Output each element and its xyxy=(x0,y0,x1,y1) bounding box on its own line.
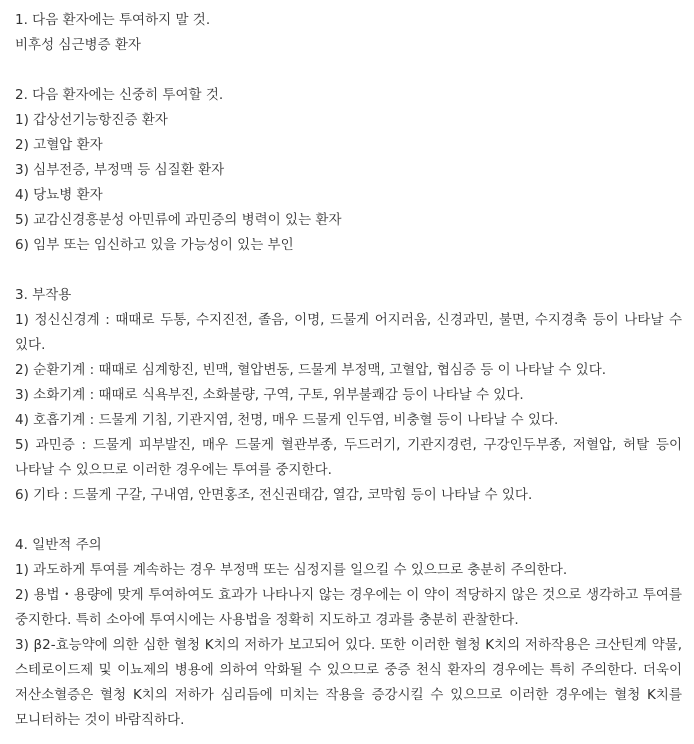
list-item: 비후성 심근병증 환자 xyxy=(15,37,141,53)
section-heading: 3. 부작용 xyxy=(15,287,72,303)
section-spacer xyxy=(15,508,682,533)
list-item: 6) 기타 : 드물게 구갈, 구내염, 안면홍조, 전신권태감, 열감, 코막힘 등이 나타날 수 있다. xyxy=(15,487,533,503)
list-item: 2) 용법・용량에 맞게 투여하여도 효과가 나타나지 않는 경우에는 이 약이 적당하지 않은 것으로 생각하고 투여를 중지한다. 특히 소아에 투여시에는 사용법을 정확히 지도하고 경과를 충분히 관찰한다. xyxy=(15,587,682,628)
section-contraindications xyxy=(15,8,682,58)
section-general-precautions xyxy=(15,533,682,733)
section-spacer xyxy=(15,258,682,283)
section-heading: 4. 일반적 주의 xyxy=(15,537,102,553)
section-heading: 1. 다음 환자에는 투여하지 말 것. xyxy=(15,12,211,28)
list-item: 6) 임부 또는 임신하고 있을 가능성이 있는 부인 xyxy=(15,237,294,253)
list-item: 1) 과도하게 투여를 계속하는 경우 부정맥 또는 심정지를 일으킬 수 있으므로 충분히 주의한다. xyxy=(15,562,568,578)
list-item: 5) 교감신경흥분성 아민류에 과민증의 병력이 있는 환자 xyxy=(15,212,342,228)
list-item: 3) 소화기계 : 때때로 식욕부진, 소화불량, 구역, 구토, 위부불쾌감 등이 나타날 수 있다. xyxy=(15,387,524,403)
list-item: 3) 심부전증, 부정맥 등 심질환 환자 xyxy=(15,162,225,178)
list-item: 5) 과민증 : 드물게 피부발진, 매우 드물게 혈관부종, 두드러기, 기관지경련, 구강인두부종, 저혈압, 허탈 등이 나타날 수 있으므로 이러한 경우에는 투여를 중지한다. xyxy=(15,437,682,478)
section-spacer xyxy=(15,58,682,83)
list-item: 2) 고혈압 환자 xyxy=(15,137,103,153)
list-item: 4) 호흡기계 : 드물게 기침, 기관지염, 천명, 매우 드물게 인두염, 비충혈 등이 나타날 수 있다. xyxy=(15,412,559,428)
list-item: 4) 당뇨병 환자 xyxy=(15,187,103,203)
list-item: 1) 갑상선기능항진증 환자 xyxy=(15,112,168,128)
section-careful-administration xyxy=(15,83,682,258)
section-side-effects xyxy=(15,283,682,508)
list-item: 3) β2-효능약에 의한 심한 혈청 K치의 저하가 보고되어 있다. 또한 이러한 혈청 K치의 저하작용은 크산틴계 약물, 스테로이드제 및 이뇨제의 병용에 의하여 악화될 수 있으므로 중증 천식 환자의 경우에는 특히 주의한다. 더욱이 저산소혈증은 혈청 K치의 저하가 심리듬에 미치는 작용을 증강시킬 수 있으므로 이러한 경우에는 혈청 K치를 모니터하는 것이 바람직하다. xyxy=(15,637,682,728)
list-item: 2) 순환기계 : 때때로 심계항진, 빈맥, 혈압변동, 드물게 부정맥, 고혈압, 협심증 등 이 나타날 수 있다. xyxy=(15,362,607,378)
list-item: 1) 정신신경계 : 때때로 두통, 수지진전, 졸음, 이명, 드물게 어지러움, 신경과민, 불면, 수지경축 등이 나타날 수 있다. xyxy=(15,312,682,353)
section-heading: 2. 다음 환자에는 신중히 투여할 것. xyxy=(15,87,224,103)
